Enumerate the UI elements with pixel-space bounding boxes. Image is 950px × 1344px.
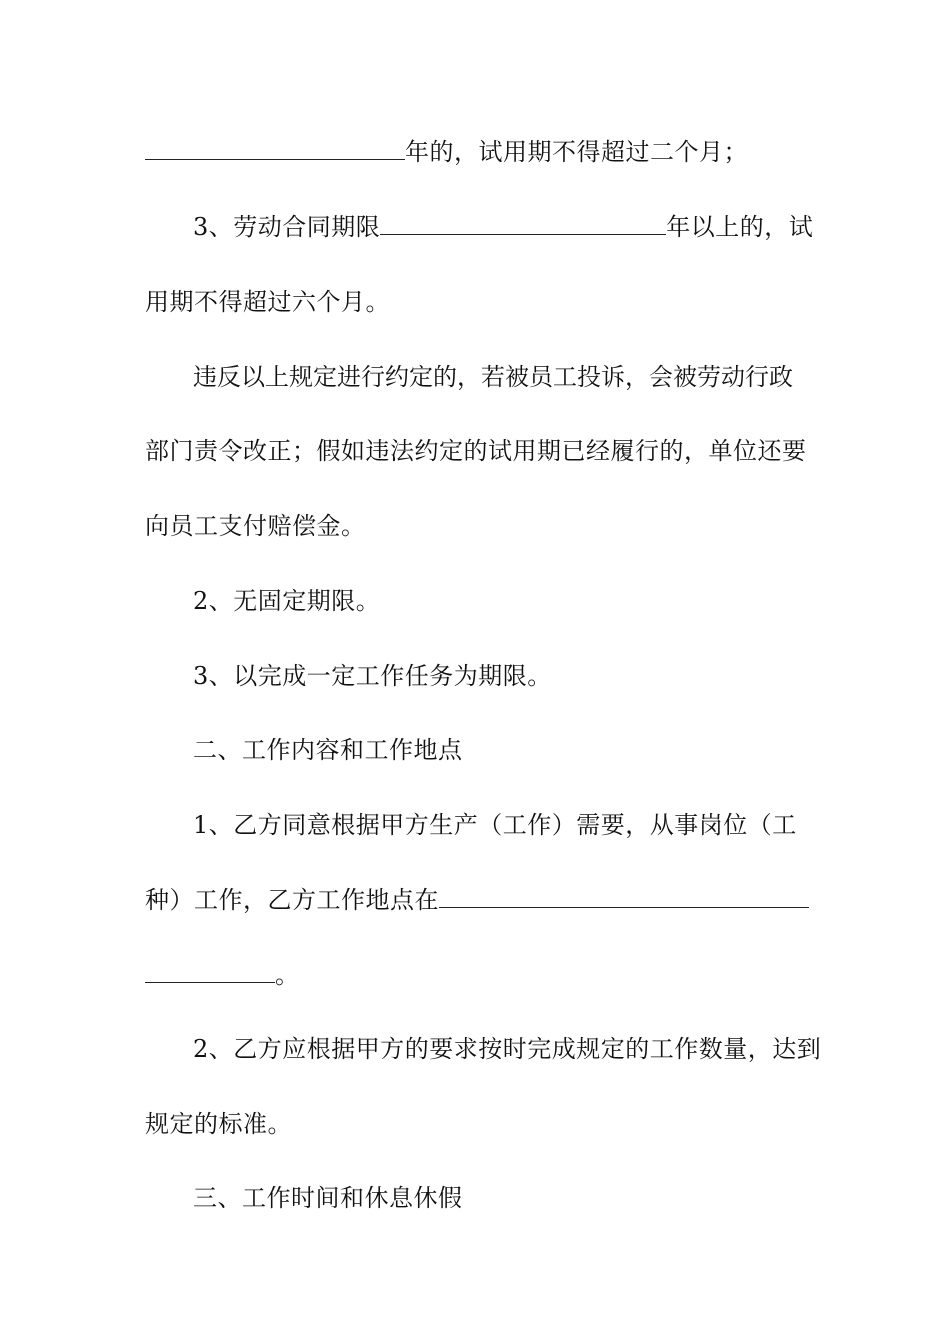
- text-line-13: 2、乙方应根据甲方的要求按时完成规定的工作数量，达到: [193, 1035, 822, 1063]
- fill-blank-2[interactable]: [380, 208, 666, 235]
- text-line-6: 向员工支付赔偿金。: [145, 512, 366, 540]
- section-heading-3: 三、工作时间和休息休假: [193, 1184, 463, 1212]
- text-segment: 种）工作，乙方工作地点在: [145, 886, 439, 914]
- fill-blank-3[interactable]: [439, 881, 809, 908]
- text-line-5: 部门责令改正；假如违法约定的试用期已经履行的，单位还要: [145, 437, 807, 465]
- text-line-4: [193, 357, 807, 397]
- text-line-8: 3、以完成一定工作任务为期限。: [193, 662, 552, 690]
- text-segment: 违反以上规定进行约定的，若被员工投诉，会被劳动行政: [193, 363, 793, 391]
- section-heading-2: 二、工作内容和工作地点: [193, 736, 463, 764]
- fill-blank-4[interactable]: [145, 956, 275, 983]
- text-line-12: [145, 955, 807, 995]
- text-line-1: [145, 132, 807, 172]
- text-segment: 3、劳动合同期限: [193, 213, 381, 241]
- text-line-11: [145, 880, 807, 920]
- text-segment: 年以上的，试: [666, 213, 814, 241]
- text-line-2: [193, 207, 814, 247]
- text-line-7: 2、无固定期限。: [193, 587, 381, 615]
- text-segment: 年的，试用期不得超过二个月；: [405, 138, 748, 166]
- text-line-3: 用期不得超过六个月。: [145, 288, 390, 316]
- text-line-10: 1、乙方同意根据甲方生产（工作）需要，从事岗位（工: [193, 811, 797, 839]
- text-line-14: 规定的标准。: [145, 1110, 292, 1138]
- text-segment: 。: [275, 961, 300, 989]
- fill-blank-1[interactable]: [145, 133, 405, 160]
